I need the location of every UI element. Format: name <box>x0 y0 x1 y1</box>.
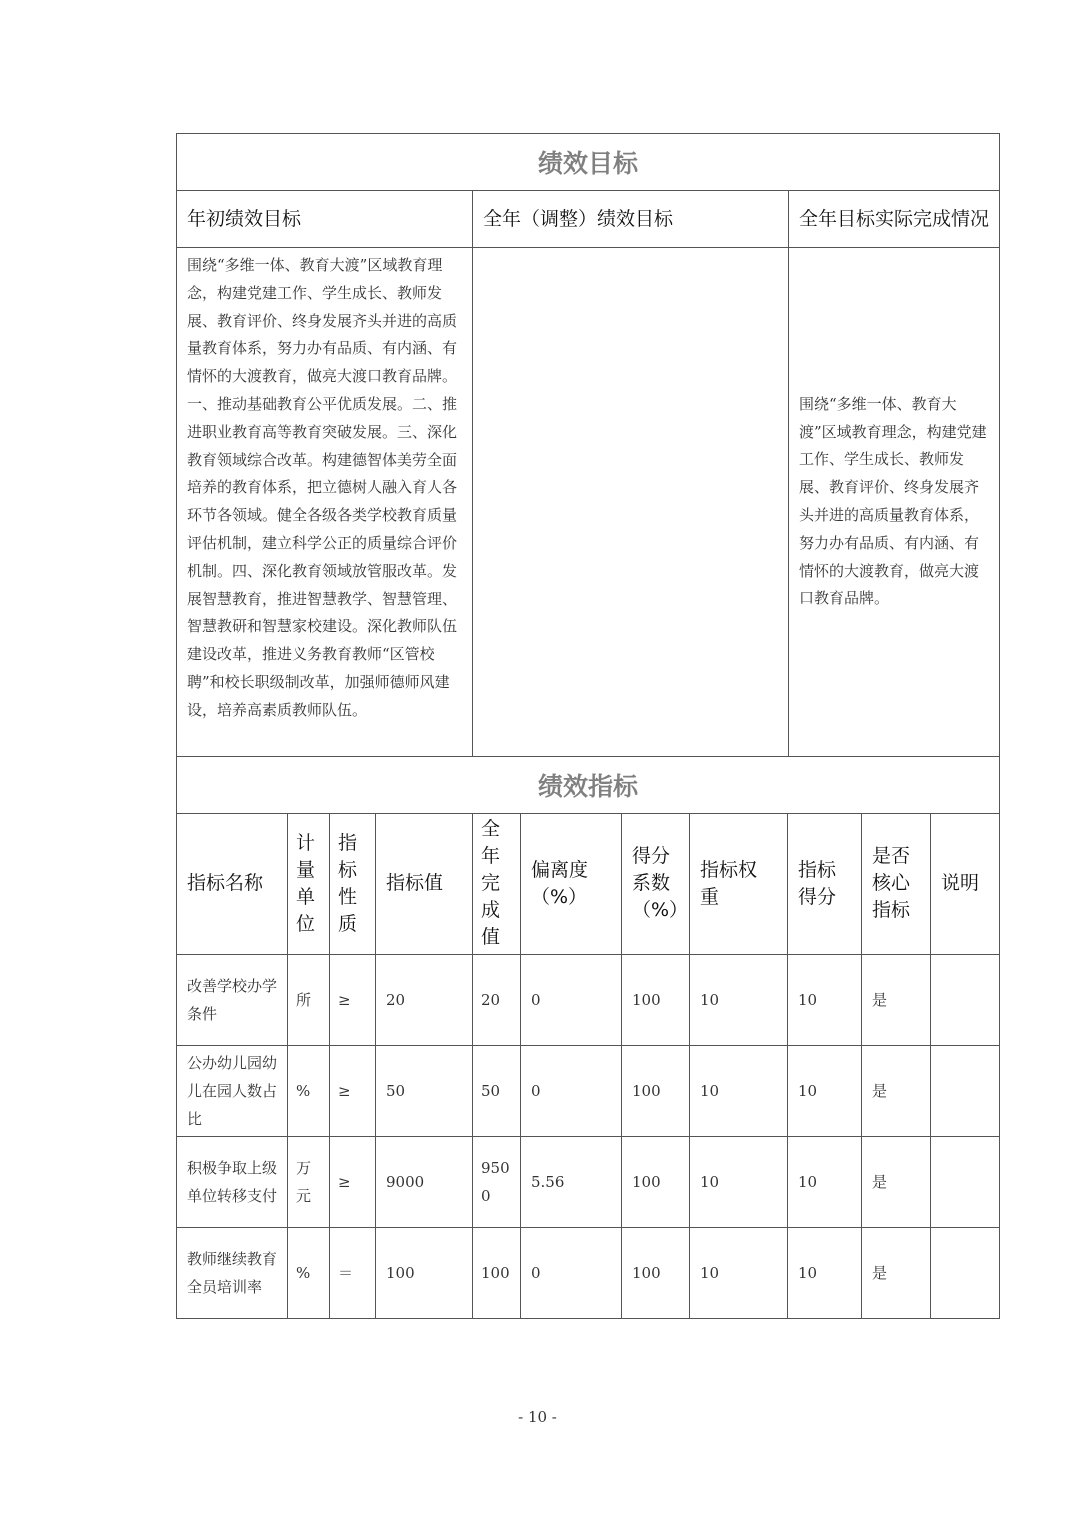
indicator-unit: % <box>288 1227 330 1318</box>
indicator-deviation: 0 <box>521 1227 622 1318</box>
indicator-unit: % <box>288 1045 330 1136</box>
header-nature-label: 指标性质 <box>338 831 358 935</box>
header-weight-label: 指标权重 <box>700 858 758 908</box>
header-target-value: 指标值 <box>376 813 473 954</box>
header-unit <box>288 813 330 954</box>
document-page <box>176 133 999 1319</box>
indicator-name: 积极争取上级单位转移支付 <box>177 1136 288 1227</box>
indicator-target: 100 <box>376 1227 473 1318</box>
indicator-score: 10 <box>788 1136 862 1227</box>
indicator-nature: ＝ <box>330 1227 376 1318</box>
indicator-core: 是 <box>862 954 931 1045</box>
indicator-weight: 10 <box>690 1227 788 1318</box>
indicator-name: 教师继续教育全员培训率 <box>177 1227 288 1318</box>
indicators-section-title: 绩效指标 <box>177 756 1000 813</box>
adjusted-goal-text <box>473 248 789 757</box>
indicator-unit: 所 <box>288 954 330 1045</box>
table-row <box>177 1227 1000 1318</box>
header-score <box>788 813 862 954</box>
table-row <box>177 1045 1000 1136</box>
performance-goals-table <box>176 133 1000 757</box>
indicator-weight: 10 <box>690 1045 788 1136</box>
initial-goal-header: 年初绩效目标 <box>177 191 473 248</box>
indicator-actual: 20 <box>473 954 521 1045</box>
indicator-target: 9000 <box>376 1136 473 1227</box>
header-deviation-unit: （%） <box>531 885 588 908</box>
indicator-target: 50 <box>376 1045 473 1136</box>
indicator-nature: ≥ <box>330 1045 376 1136</box>
indicator-coefficient: 100 <box>622 1045 690 1136</box>
indicator-coefficient: 100 <box>622 1136 690 1227</box>
header-deviation <box>521 813 622 954</box>
indicator-note <box>931 954 1000 1045</box>
indicator-core: 是 <box>862 1227 931 1318</box>
indicator-deviation: 5.56 <box>521 1136 622 1227</box>
indicator-nature: ≥ <box>330 1136 376 1227</box>
header-nature <box>330 813 376 954</box>
actual-completion-header: 全年目标实际完成情况 <box>789 191 1000 248</box>
header-deviation-label: 偏离度 <box>531 858 589 881</box>
header-core <box>862 813 931 954</box>
header-actual-value <box>473 813 521 954</box>
header-coefficient <box>622 813 690 954</box>
indicator-note <box>931 1227 1000 1318</box>
indicator-actual: 9500 <box>473 1136 521 1227</box>
indicator-weight: 10 <box>690 954 788 1045</box>
indicator-note <box>931 1136 1000 1227</box>
header-unit-label: 计量单位 <box>296 831 316 935</box>
indicator-coefficient: 100 <box>622 954 690 1045</box>
header-indicator-name: 指标名称 <box>177 813 288 954</box>
header-score-label: 指标得分 <box>798 858 837 908</box>
indicator-deviation: 0 <box>521 954 622 1045</box>
indicator-unit: 万元 <box>288 1136 330 1227</box>
indicator-actual: 50 <box>473 1045 521 1136</box>
indicator-name: 公办幼儿园幼儿在园人数占比 <box>177 1045 288 1136</box>
header-core-label: 是否核心指标 <box>872 845 911 921</box>
table-row <box>177 954 1000 1045</box>
indicator-note <box>931 1045 1000 1136</box>
header-note: 说明 <box>931 813 1000 954</box>
goals-section-title: 绩效目标 <box>177 134 1000 191</box>
header-coefficient-label: 得分系数 <box>632 845 671 894</box>
adjusted-goal-header: 全年（调整）绩效目标 <box>473 191 789 248</box>
indicator-score: 10 <box>788 954 862 1045</box>
indicator-core: 是 <box>862 1136 931 1227</box>
indicator-deviation: 0 <box>521 1045 622 1136</box>
indicator-nature: ≥ <box>330 954 376 1045</box>
header-actual-label: 全年完成值 <box>481 818 501 948</box>
initial-goal-text: 围绕“多维一体、教育大渡”区域教育理念，构建党建工作、学生成长、教师发展、教育评价、终身发展齐头并进的高质量教育体系，努力办有品质、有内涵、有情怀的大渡教育，做亮大渡口教育品牌。一、推动基础教育公平优质发展。二、推进职业教育高等教育突破发展。三、深化教育领域综合改革。构建德智体美劳全面培养的教育体系，把立德树人融入育人各环节各领域。健全各级各类学校教育质量评估机制，建立科学公正的质量综合评价机制。四、深化教育领域放管服改革。发展智慧教育，推进智慧教学、智慧管理、智慧教研和智慧家校建设。深化教师队伍建设改革，推进义务教育教师“区管校聘”和校长职级制改革，加强师德师风建设，培养高素质教师队伍。 <box>177 248 473 757</box>
table-row <box>177 1136 1000 1227</box>
performance-indicators-table <box>176 756 1000 1319</box>
actual-completion-text: 围绕“多维一体、教育大渡”区域教育理念，构建党建工作、学生成长、教师发展、教育评价、终身发展齐头并进的高质量教育体系，努力办有品质、有内涵、有情怀的大渡教育，做亮大渡口教育品牌。 <box>789 248 1000 757</box>
indicator-weight: 10 <box>690 1136 788 1227</box>
indicator-actual: 100 <box>473 1227 521 1318</box>
indicator-core: 是 <box>862 1045 931 1136</box>
indicator-score: 10 <box>788 1045 862 1136</box>
indicator-name: 改善学校办学条件 <box>177 954 288 1045</box>
indicator-score: 10 <box>788 1227 862 1318</box>
page-number: - 10 - <box>518 1408 557 1426</box>
indicator-target: 20 <box>376 954 473 1045</box>
header-weight <box>690 813 788 954</box>
indicator-coefficient: 100 <box>622 1227 690 1318</box>
header-coefficient-unit: （%） <box>632 899 689 921</box>
